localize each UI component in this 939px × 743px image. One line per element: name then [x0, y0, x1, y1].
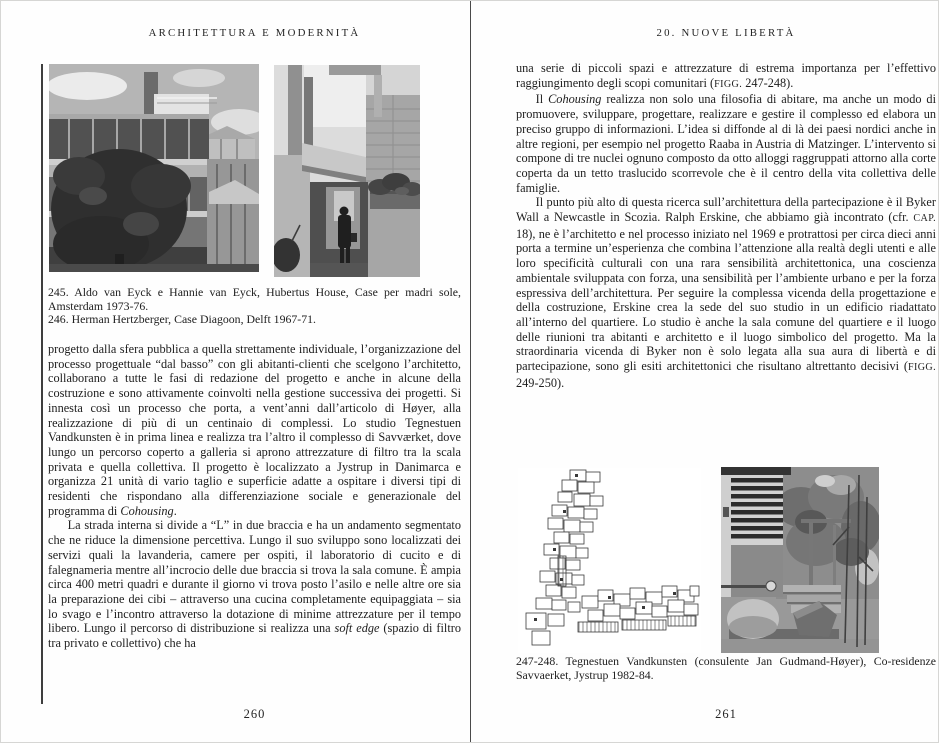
- page-gutter-divider: [470, 1, 471, 743]
- figure-246-case-diagoon-photo: [274, 65, 420, 277]
- figure-caption-left: [48, 286, 461, 327]
- figure-caption-right: [516, 655, 936, 682]
- caption-line-247-248: 247-248. Tegnestuen Vandkunsten (consulente Jan Gudmand-Høyer), Co-residenze Savvaerket, Jystrup 1982-84.: [516, 654, 936, 682]
- page-number-right: 261: [715, 707, 737, 721]
- figure-247-site-plan-drawing: [518, 468, 701, 653]
- page-number-left: 260: [243, 707, 266, 721]
- paragraph: Il Cohousing realizza non solo una filosofia di abitare, ma anche un modo di promuovere, sviluppare, progettare, realizzare e gestire il complesso ed elabora un preciso gruppo di informazioni. L’idea si diffonde al di là dei paesi nordici anche in altre regioni, per esempio nel progetto Raaba in Austria di Matzinger. L’intervento si compone di tre nuclei ognuno composto da otto alloggi raggruppati attorno alla corte coperta da un tetto traslucido scorrevole che è il centro della vita collettiva delle famiglie.: [516, 92, 936, 195]
- scan-edge-artifact-line: [41, 64, 43, 704]
- figure-248-courtyard-photo: [721, 467, 879, 653]
- running-head-left: ARCHITETTURA E MODERNITÀ: [148, 27, 361, 39]
- body-text-left: [48, 342, 461, 651]
- caption-line-245: 245. Aldo van Eyck e Hannie van Eyck, Hubertus House, Case per madri sole, Amsterdam 1973-76.: [48, 285, 461, 313]
- body-text-right: [516, 61, 936, 390]
- plan-illustration: [518, 468, 701, 653]
- photo-illustration: [49, 64, 259, 272]
- running-head-right: 20. NUOVE LIBERTÀ: [656, 27, 796, 39]
- figure-245-hubertus-house-photo: [49, 64, 259, 272]
- paragraph: Il punto più alto di questa ricerca sull’architettura della partecipazione è il Byker Wall a Newcastle in Scozia. Ralph Erskine, che abbiamo già incontrato (cfr. CAP. 18), ne è l’architetto e nel processo iniziato nel 1969 e protrattosi per circa dieci anni porta a termine un’esperienza che combina l’attenzione alla realtà degli utenti e alle loro specificità culturali con una rara sensibilità architettonica, una coscienza ambientale sviluppata con forza, una sensibilità per l’ambiente urbano e per la forza espressiva dell’architettura. Per seguire la complessa vicenda della progettazione e della costruzione, Erskine crea la sede del suo studio in un edificio riadattato all’interno del quartiere. Lo studio è anche la sala comune del quartiere e il luogo delle riunioni tra abitanti e architetto e il luogo simbolico del progetto. Ma la straordinaria vicenda di Byker non è solo legata alla sua aura di libertà e di partecipazione, sono gli esiti architettonici che risultano altrettanto decisivi (FIGG. 249-250).: [516, 195, 936, 390]
- caption-line-246: 246. Herman Hertzberger, Case Diagoon, Delft 1967-71.: [48, 312, 316, 327]
- paragraph: una serie di piccoli spazi e attrezzature di estrema importanza per l’effettivo raggiungimento degli scopi comunitari (FIGG. 247-248).: [516, 61, 936, 90]
- paragraph: La strada interna si divide a “L” in due braccia e ha un andamento segmentato che ne riduce la dimensione percettiva. Lungo il suo sviluppo sono localizzati dei servizi quali la lavanderia, camere per ospiti, il laboratorio di cucito e di falegnameria mentre all’incrocio delle due braccia si trova la sala comune. È ampia circa 400 metri quadri e durante il giorno vi trova posto l’asilo e nelle altre ore sia la preparazione dei cibi – attraverso una cucina completamente equipaggiata – sia lo svago e l’incontro attraverso la dotazione di minime attrezzature per il tempo libero. Lungo il percorso di distribuzione si realizza una soft edge (spazio di filtro tra privato e collettivo) che ha: [48, 518, 461, 651]
- photo-illustration: [721, 467, 879, 653]
- paragraph: progetto dalla sfera pubblica a quella strettamente individuale, l’organizzazione del processo progettuale “dal basso” con gli abitanti-clienti che scelgono l’architetto, collaborano a tutte le fasi di redazione del progetto e anche in alcune della costruzione e sono attivamente coinvolti nella gestione successiva dei progetti. Si innesta così un processo che porta, a vent’anni dall’articolo di Høyer, alla realizzazione di più di un centinaio di complessi. Lo studio Tegnestuen Vandkunsten è in prima linea e realizza tra l’altro il complesso di Savværket, dove lungo un percorso coperto a galleria si aprono attrezzature di filtro tra la scala privata e quella collettiva. Il progetto è localizzato a Jystrup in Danimarca e organizza 21 unità di vario taglio e superficie adatte a ospitare i diversi tipi di residenti che rispondano alla differenziazione sociale e generazionale del programma di Cohousing.: [48, 342, 461, 518]
- photo-illustration: [274, 65, 420, 277]
